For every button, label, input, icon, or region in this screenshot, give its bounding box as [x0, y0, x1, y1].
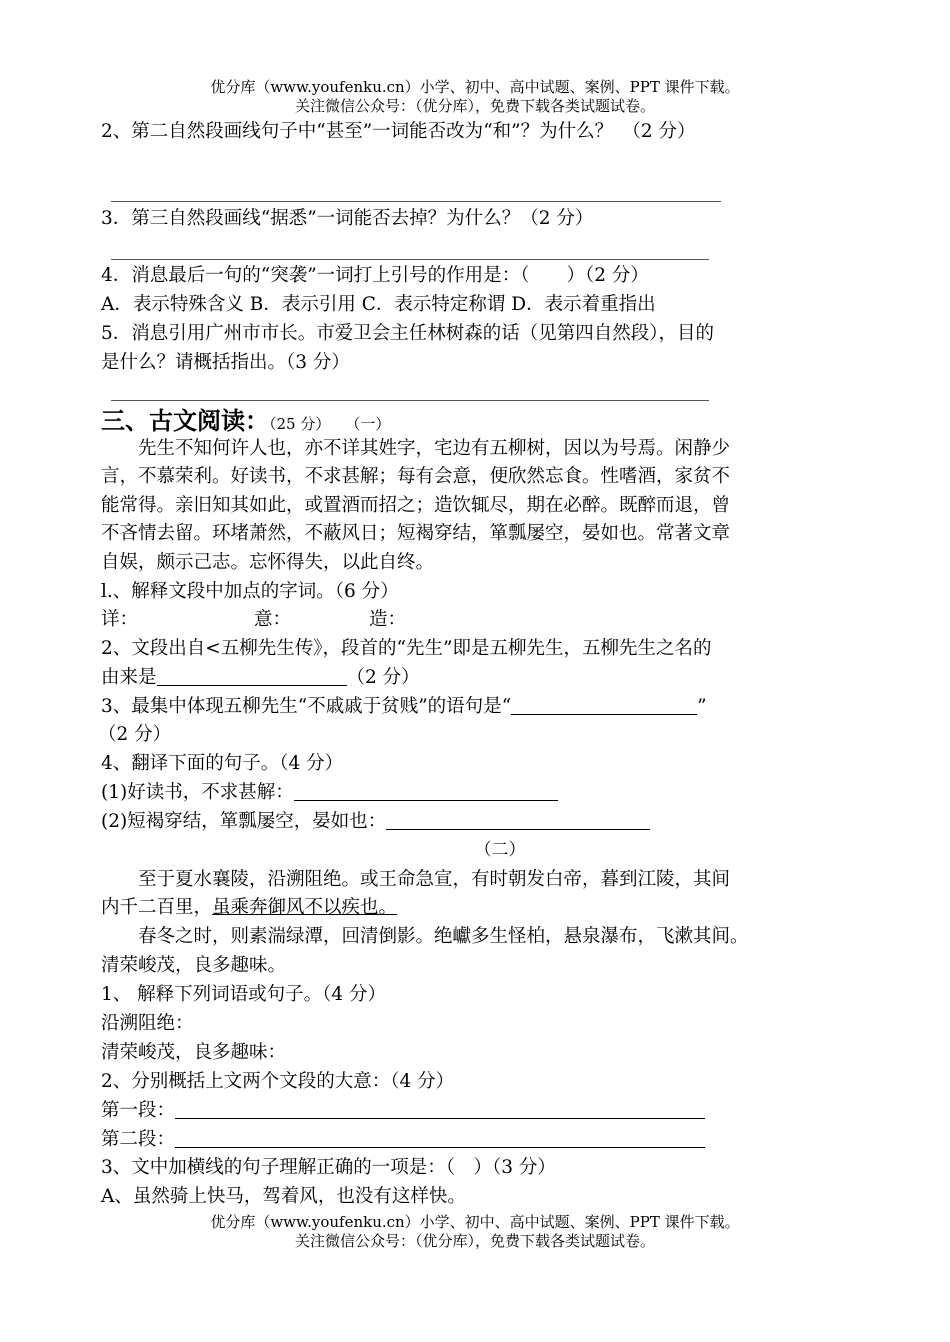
p2-question-3: 3．第三自然段画线“据悉”一词能否去掉？为什么？（2 分）: [101, 208, 594, 229]
answer-line: [111, 201, 721, 202]
passage2-line: 春冬之时，则素湍绿潭，回清倒影。绝巘多生怪柏，悬泉瀑布，飞漱其间。: [101, 926, 749, 947]
q2-prefix: 由来是: [101, 667, 157, 688]
footer-line-2: 关注微信公众号：（优分库），免费下载各类试题试卷。: [294, 1232, 655, 1250]
passage1-line: 言，不慕荣利。好读书，不求甚解；每有会意，便欣然忘食。性嗜酒，家贫不: [101, 466, 731, 487]
answer-blank[interactable]: [386, 809, 650, 830]
passage2-line: 清荣峻茂，良多趣味。: [101, 955, 287, 976]
footer-line-1: 优分库（www.youfenku.cn）小学、初中、高中试题、案例、PPT 课件下载。: [210, 1213, 740, 1231]
q4-s2-text: (2)短褐穿结，箪瓢屡空，晏如也：: [101, 811, 387, 832]
passage2-line: [101, 894, 397, 922]
section-title: 三、古文阅读：: [101, 406, 269, 435]
p3-question-3: [101, 693, 707, 721]
answer-blank[interactable]: [175, 1127, 705, 1148]
answer-blank[interactable]: [294, 780, 558, 801]
p3-question-2-line2: [101, 664, 420, 692]
p2-question-4-options: A．表示特殊含义 B．表示引用 C．表示特定称谓 D．表示着重指出: [101, 294, 656, 315]
answer-blank[interactable]: [157, 665, 347, 686]
p3b-question-1-a: 沿溯阻绝：: [101, 1013, 194, 1034]
p3b-question-2: 2、分别概括上文两个文段的大意：（4 分）: [101, 1071, 455, 1092]
answer-line: [111, 259, 709, 260]
p3-question-1-terms: [101, 606, 406, 634]
p3b-question-2-b: [101, 1126, 705, 1154]
p3-question-2-line1: 2、文段出自<五柳先生传》，段首的“先生”即是五柳先生，五柳先生之名的: [101, 638, 712, 659]
p3-question-1: l.、解释文段中加点的字词。（6 分）: [101, 581, 399, 602]
term-yi: 意：: [254, 609, 292, 630]
p3-question-3-points: （2 分）: [98, 724, 172, 745]
header-line-1: 优分库（www.youfenku.cn）小学、初中、高中试题、案例、PPT 课件下载。: [210, 78, 740, 96]
header-line-2: 关注微信公众号：（优分库），免费下载各类试题试卷。: [294, 97, 655, 115]
passage2-text: 内千二百里，: [101, 897, 213, 918]
passage1-line: 先生不知何许人也，亦不详其姓字，宅边有五柳树，因以为号焉。闲静少: [101, 438, 731, 459]
p2-question-5-line1: 5．消息引用广州市市长。市爱卫会主任林树森的话（见第四自然段），目的: [101, 323, 715, 344]
passage1-line: 能常得。亲旧知其如此，或置酒而招之；造饮辄尽，期在必醉。既醉而退，曾: [101, 495, 731, 516]
p3-question-4: 4、翻译下面的句子。（4 分）: [101, 753, 344, 774]
q3-suffix: ”: [697, 696, 707, 717]
section-points: （25 分） （一）: [269, 415, 391, 433]
passage1-line: 不吝情去留。环堵萧然，不蔽风日；短褐穿结，箪瓢屡空，晏如也。常著文章: [101, 523, 731, 544]
underlined-sentence: 虽乘奔御风不以疾也。: [212, 897, 398, 918]
para1-label: 第一段：: [101, 1100, 176, 1121]
p3b-question-1-b: 清荣峻茂，良多趣味：: [101, 1042, 287, 1063]
p3b-question-3-a: A、虽然骑上快马，驾着风，也没有这样快。: [101, 1186, 466, 1207]
term-xiang: 详：: [101, 609, 139, 630]
p2-question-2: 2、第二自然段画线句子中“甚至”一词能否改为“和”？为什么？ （2 分）: [101, 121, 696, 142]
sub-heading-2: （二）: [474, 840, 526, 860]
q3-prefix: 3、最集中体现五柳先生“不戚戚于贫贱”的语句是“: [101, 696, 512, 717]
answer-blank[interactable]: [511, 694, 697, 715]
p2-question-4: 4．消息最后一句的“突袭”一词打上引号的作用是：（ ）（2 分）: [101, 265, 649, 286]
para2-label: 第二段：: [101, 1129, 176, 1150]
p3-question-4-s2: [101, 808, 650, 836]
q2-points: （2 分）: [346, 667, 420, 688]
p3b-question-1: 1、 解释下列词语或句子。（4 分）: [101, 984, 387, 1005]
answer-blank[interactable]: [175, 1098, 705, 1119]
passage1-line: 自娱，颇示己志。忘怀得失，以此自终。: [101, 552, 435, 573]
p3b-question-3: 3、文中加横线的句子理解正确的一项是：（ ）（3 分）: [101, 1157, 556, 1178]
p3-question-4-s1: [101, 779, 558, 807]
q4-s1-text: (1)好读书，不求甚解：: [101, 782, 294, 803]
p3b-question-2-a: [101, 1097, 705, 1125]
answer-line: [111, 400, 709, 401]
term-zao: 造：: [369, 609, 407, 630]
p2-question-5-line2: 是什么？请概括指出。（3 分）: [101, 352, 350, 373]
passage2-line: 至于夏水襄陵，沿溯阻绝。或王命急宣，有时朝发白帝，暮到江陵，其间: [101, 869, 731, 890]
